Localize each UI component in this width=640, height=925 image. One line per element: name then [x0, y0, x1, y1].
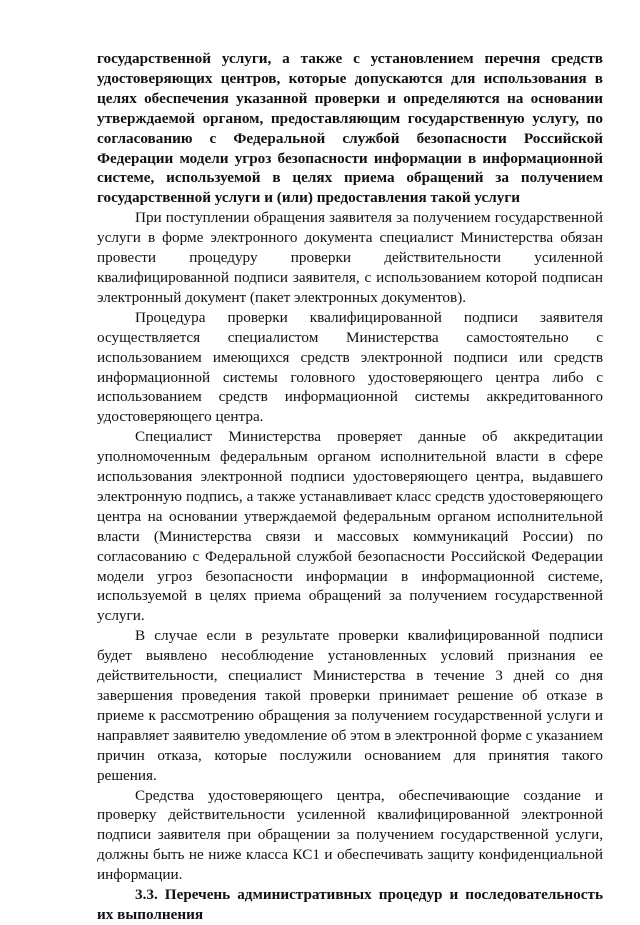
paragraph-means: Средства удостоверяющего центра, обеспечивающие создание и проверку действительности усиленной квалифицированной электронной подписи заявителя при обращении за получением государственной услуги, должны быть не ниже класса КС1 и обеспечивать защиту конфиденциальной информации. — [97, 786, 603, 884]
document-page — [97, 49, 603, 925]
paragraph-receipt: При поступлении обращения заявителя за получением государственной услуги в форме электронного документа специалист Министерства обязан провести процедуру проверки действительности усиленной квалифицированной подписи заявителя, с использованием которой подписан электронный документ (пакет электронных документов). — [97, 209, 603, 306]
paragraph-intro: государственной услуги, а также с установлением перечня средств удостоверяющих центров, которые допускаются для использования в целях обеспечения указанной проверки и определяются на основании утверждаемой органом, предоставляющим государственную услугу, по согласованию с Федеральной службой безопасности Российской Федерации модели угроз безопасности информации в информационной системе, используемой в целях приема обращений за получением государственной услуги и (или) предоставления такой услуги — [97, 50, 603, 207]
paragraph-accreditation: Специалист Министерства проверяет данные об аккредитации уполномоченным федеральным органом исполнительной власти в сфере использования электронной подписи удостоверяющего центра, выдавшего электронную подпись, а также устанавливает класс средств удостоверяющего центра на основании утверждаемой федеральным органом исполнительной власти (Министерства связи и массовых коммуникаций России) по согласованию с Федеральной службой безопасности Российской Федерации модели угроз безопасности информации в информационной системе, используемой в целях приема обращений за получением государственной услуги. — [97, 428, 603, 625]
paragraph-procedure: Процедура проверки квалифицированной подписи заявителя осуществляется специалистом Министерства самостоятельно с использованием имеющихся средств электронной подписи или средств информационной системы головного удостоверяющего центра либо с использованием средств информационной системы аккредитованного удостоверяющего центра. — [97, 308, 603, 426]
paragraph-refusal: В случае если в результате проверки квалифицированной подписи будет выявлено несоблюдение установленных условий признания ее действительности, специалист Министерства в течение 3 дней со дня завершения проведения такой проверки принимает решение об отказе в приеме к рассмотрению обращения за получением государственной услуги и направляет заявителю уведомление об этом в электронной форме с указанием причин отказа, которые послужили основанием для принятия такого решения. — [97, 627, 603, 784]
section-heading: 3.3. Перечень административных процедур и последовательность их выполнения — [97, 886, 603, 923]
